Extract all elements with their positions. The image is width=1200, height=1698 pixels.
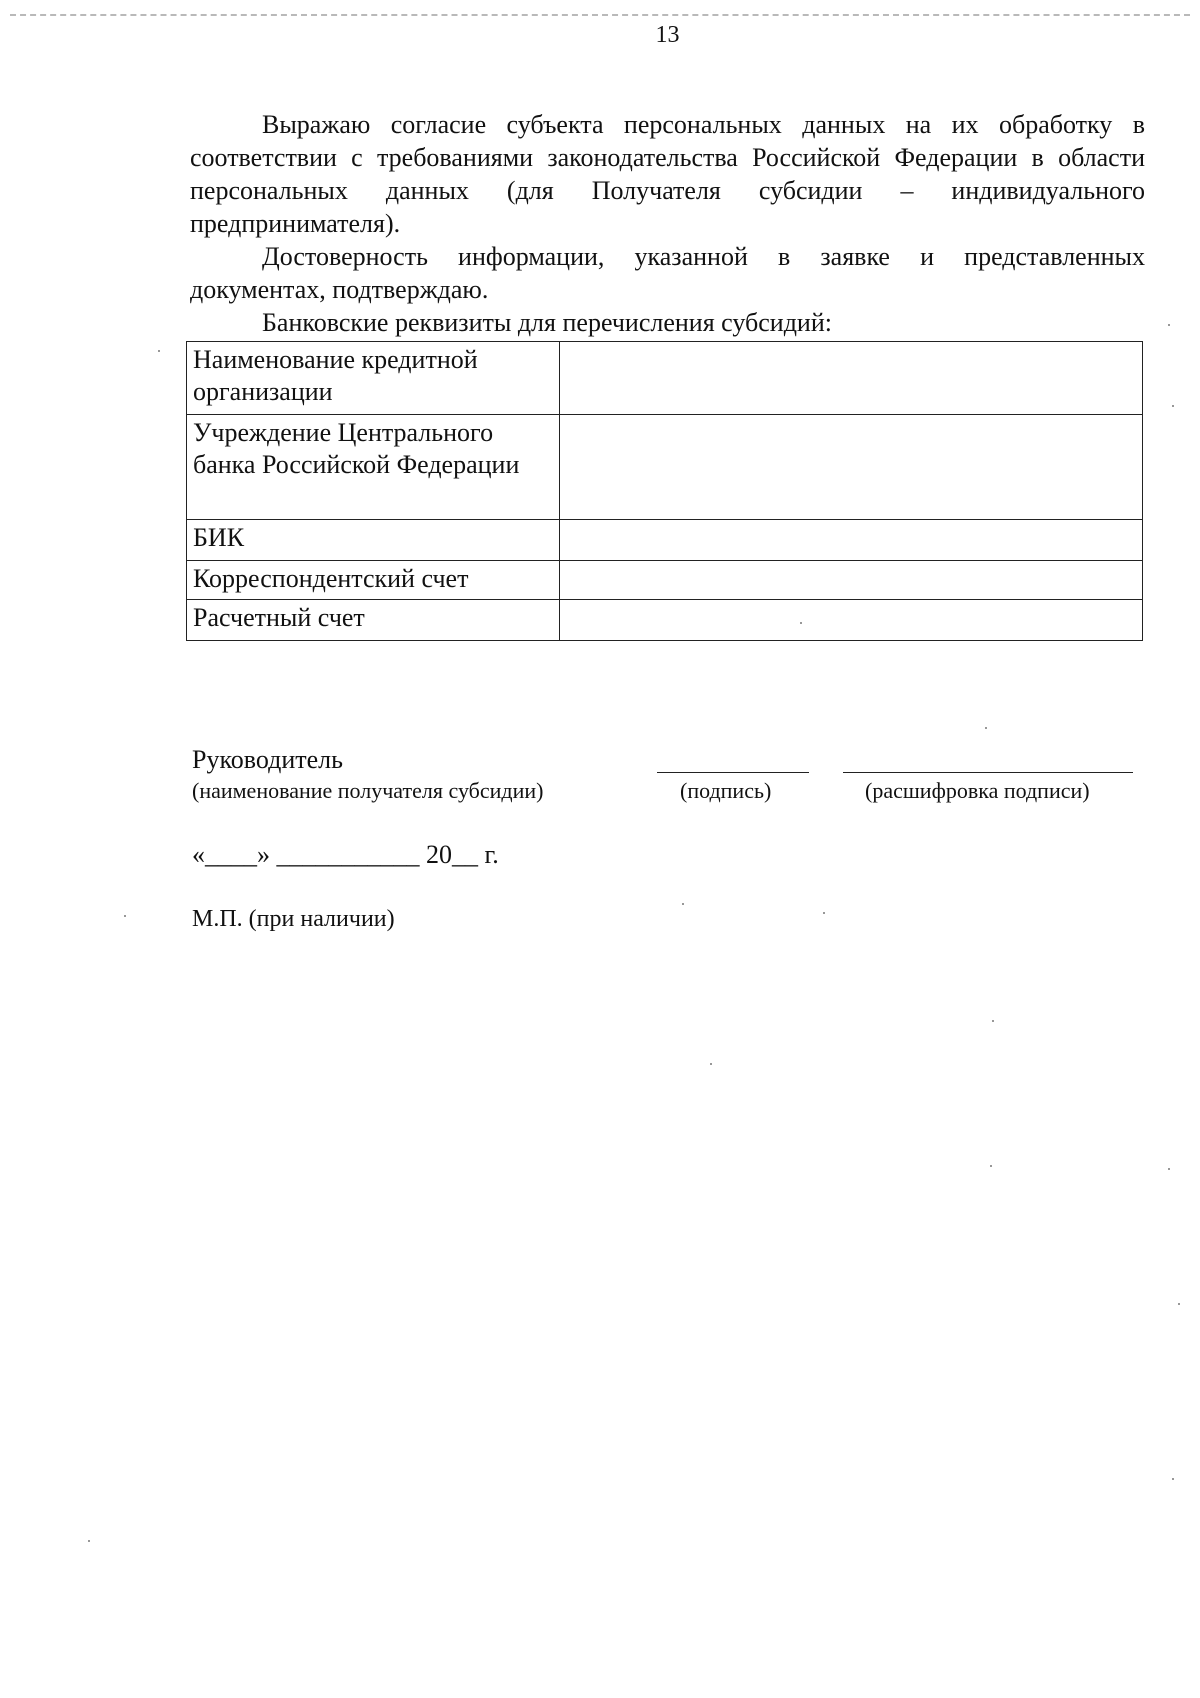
- bank-details-caption: Банковские реквизиты для перечисления субсидий:: [262, 308, 832, 337]
- date-line: «____» ___________ 20__ г.: [192, 840, 499, 869]
- scan-speck: [1172, 1478, 1174, 1480]
- signature-decoding-line: [843, 772, 1133, 773]
- scan-speck: [124, 915, 126, 917]
- bik-label: БИК: [187, 520, 560, 561]
- stamp-note: М.П. (при наличии): [192, 906, 395, 932]
- leader-title: Руководитель: [192, 745, 343, 774]
- scan-speck: [990, 1165, 992, 1167]
- scan-speck: [158, 350, 160, 352]
- central-bank-label: Учреждение Центрального банка Российской Федерации: [187, 415, 560, 520]
- scan-speck: [1178, 1303, 1180, 1305]
- scan-speck: [985, 727, 987, 729]
- page-number: 13: [655, 22, 680, 48]
- scan-speck: [823, 912, 825, 914]
- signature-caption: (подпись): [680, 778, 772, 803]
- signature-decoding-caption: (расшифровка подписи): [865, 778, 1090, 803]
- scan-speck: [682, 903, 684, 905]
- correspondent-account-label: Корреспондентский счет: [187, 561, 560, 600]
- recipient-name-caption: (наименование получателя субсидии): [192, 778, 544, 803]
- scan-speck: [800, 622, 802, 624]
- scan-speck: [992, 1020, 994, 1022]
- consent-paragraph: Выражаю согласие субъекта персональных данных на их обработку в соответствии с требованиями законодательства Российской Федерации в области персональных данных (для Получателя субсидии – индивидуального предпринимателя).: [190, 110, 1145, 238]
- settlement-account-label: Расчетный счет: [187, 600, 560, 641]
- signature-line: [657, 772, 809, 773]
- bank-name-label: Наименование кредитной организации: [187, 342, 560, 415]
- scan-speck: [710, 1063, 712, 1065]
- scan-speck: [1172, 405, 1174, 407]
- scan-speck: [88, 1540, 90, 1542]
- accuracy-paragraph: Достоверность информации, указанной в заявке и представленных документах, подтверждаю.: [190, 242, 1145, 304]
- scan-speck: [1168, 1168, 1170, 1170]
- scan-speck: [1168, 324, 1170, 326]
